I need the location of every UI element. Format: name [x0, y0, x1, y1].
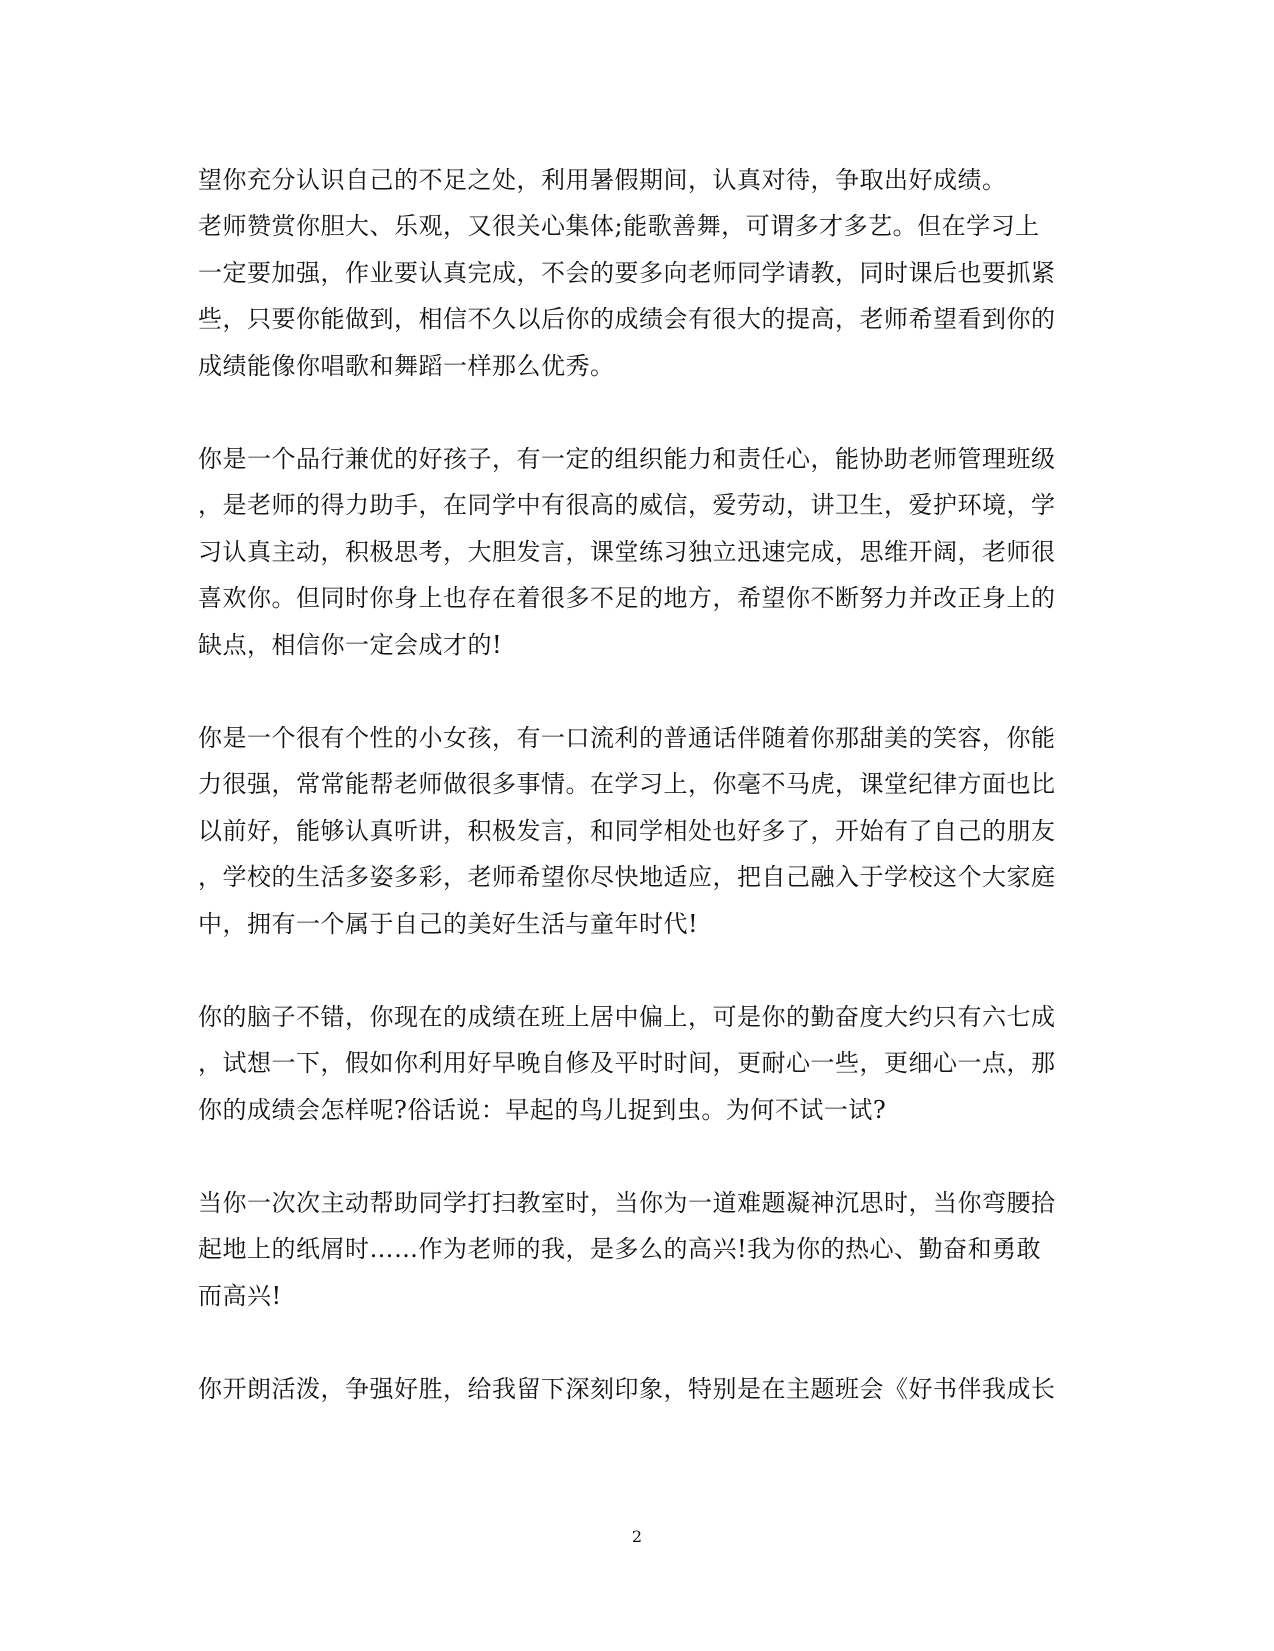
text-line: 望你充分认识自己的不足之处，利用暑假期间，认真对待，争取出好成绩。 — [198, 166, 1007, 194]
text-line: 你的成绩会怎样呢?俗话说：早起的鸟儿捉到虫。为何不试一试? — [198, 1096, 887, 1124]
text-line: 缺点，相信你一定会成才的! — [198, 631, 503, 659]
text-line: 一定要加强，作业要认真完成，不会的要多向老师同学请教，同时课后也要抓紧 — [198, 259, 1056, 287]
text-line: 习认真主动，积极思考，大胆发言，课堂练习独立迅速完成，思维开阔，老师很 — [198, 538, 1056, 566]
text-line: 以前好，能够认真听讲，积极发言，和同学相处也好多了，开始有了自己的朋友 — [198, 817, 1056, 845]
page-number: 2 — [631, 1527, 643, 1546]
text-line: 你是一个很有个性的小女孩，有一口流利的普通话伴随着你那甜美的笑容，你能 — [198, 724, 1056, 752]
text-line: 你是一个品行兼优的好孩子，有一定的组织能力和责任心，能协助老师管理班级 — [198, 445, 1056, 473]
text-line: 成绩能像你唱歌和舞蹈一样那么优秀。 — [198, 352, 615, 380]
text-line: 中，拥有一个属于自己的美好生活与童年时代! — [198, 910, 699, 938]
text-line: 力很强，常常能帮老师做很多事情。在学习上，你毫不马虎，课堂纪律方面也比 — [198, 770, 1056, 798]
text-line: 而高兴! — [198, 1282, 282, 1310]
text-line: ，试想一下，假如你利用好早晚自修及平时时间，更耐心一些，更细心一点，那 — [198, 1049, 1056, 1077]
text-line: 当你一次次主动帮助同学打扫教室时，当你为一道难题凝神沉思时，当你弯腰拾 — [198, 1189, 1056, 1217]
text-line: 你开朗活泼，争强好胜，给我留下深刻印象，特别是在主题班会《好书伴我成长 — [198, 1375, 1056, 1403]
text-line: 老师赞赏你胆大、乐观，又很关心集体;能歌善舞，可谓多才多艺。但在学习上 — [198, 212, 1040, 240]
text-line: ，学校的生活多姿多彩，老师希望你尽快地适应，把自己融入于学校这个大家庭 — [198, 863, 1056, 891]
text-line: 起地上的纸屑时……作为老师的我，是多么的高兴!我为你的热心、勤奋和勇敢 — [198, 1235, 1042, 1263]
text-line: ，是老师的得力助手，在同学中有很高的威信，爱劳动，讲卫生，爱护环境，学 — [198, 491, 1056, 519]
text-line: 些，只要你能做到，相信不久以后你的成绩会有很大的提高，老师希望看到你的 — [198, 305, 1056, 333]
text-line: 喜欢你。但同时你身上也存在着很多不足的地方，希望你不断努力并改正身上的 — [198, 584, 1056, 612]
text-line: 你的脑子不错，你现在的成绩在班上居中偏上，可是你的勤奋度大约只有六七成 — [198, 1003, 1056, 1031]
